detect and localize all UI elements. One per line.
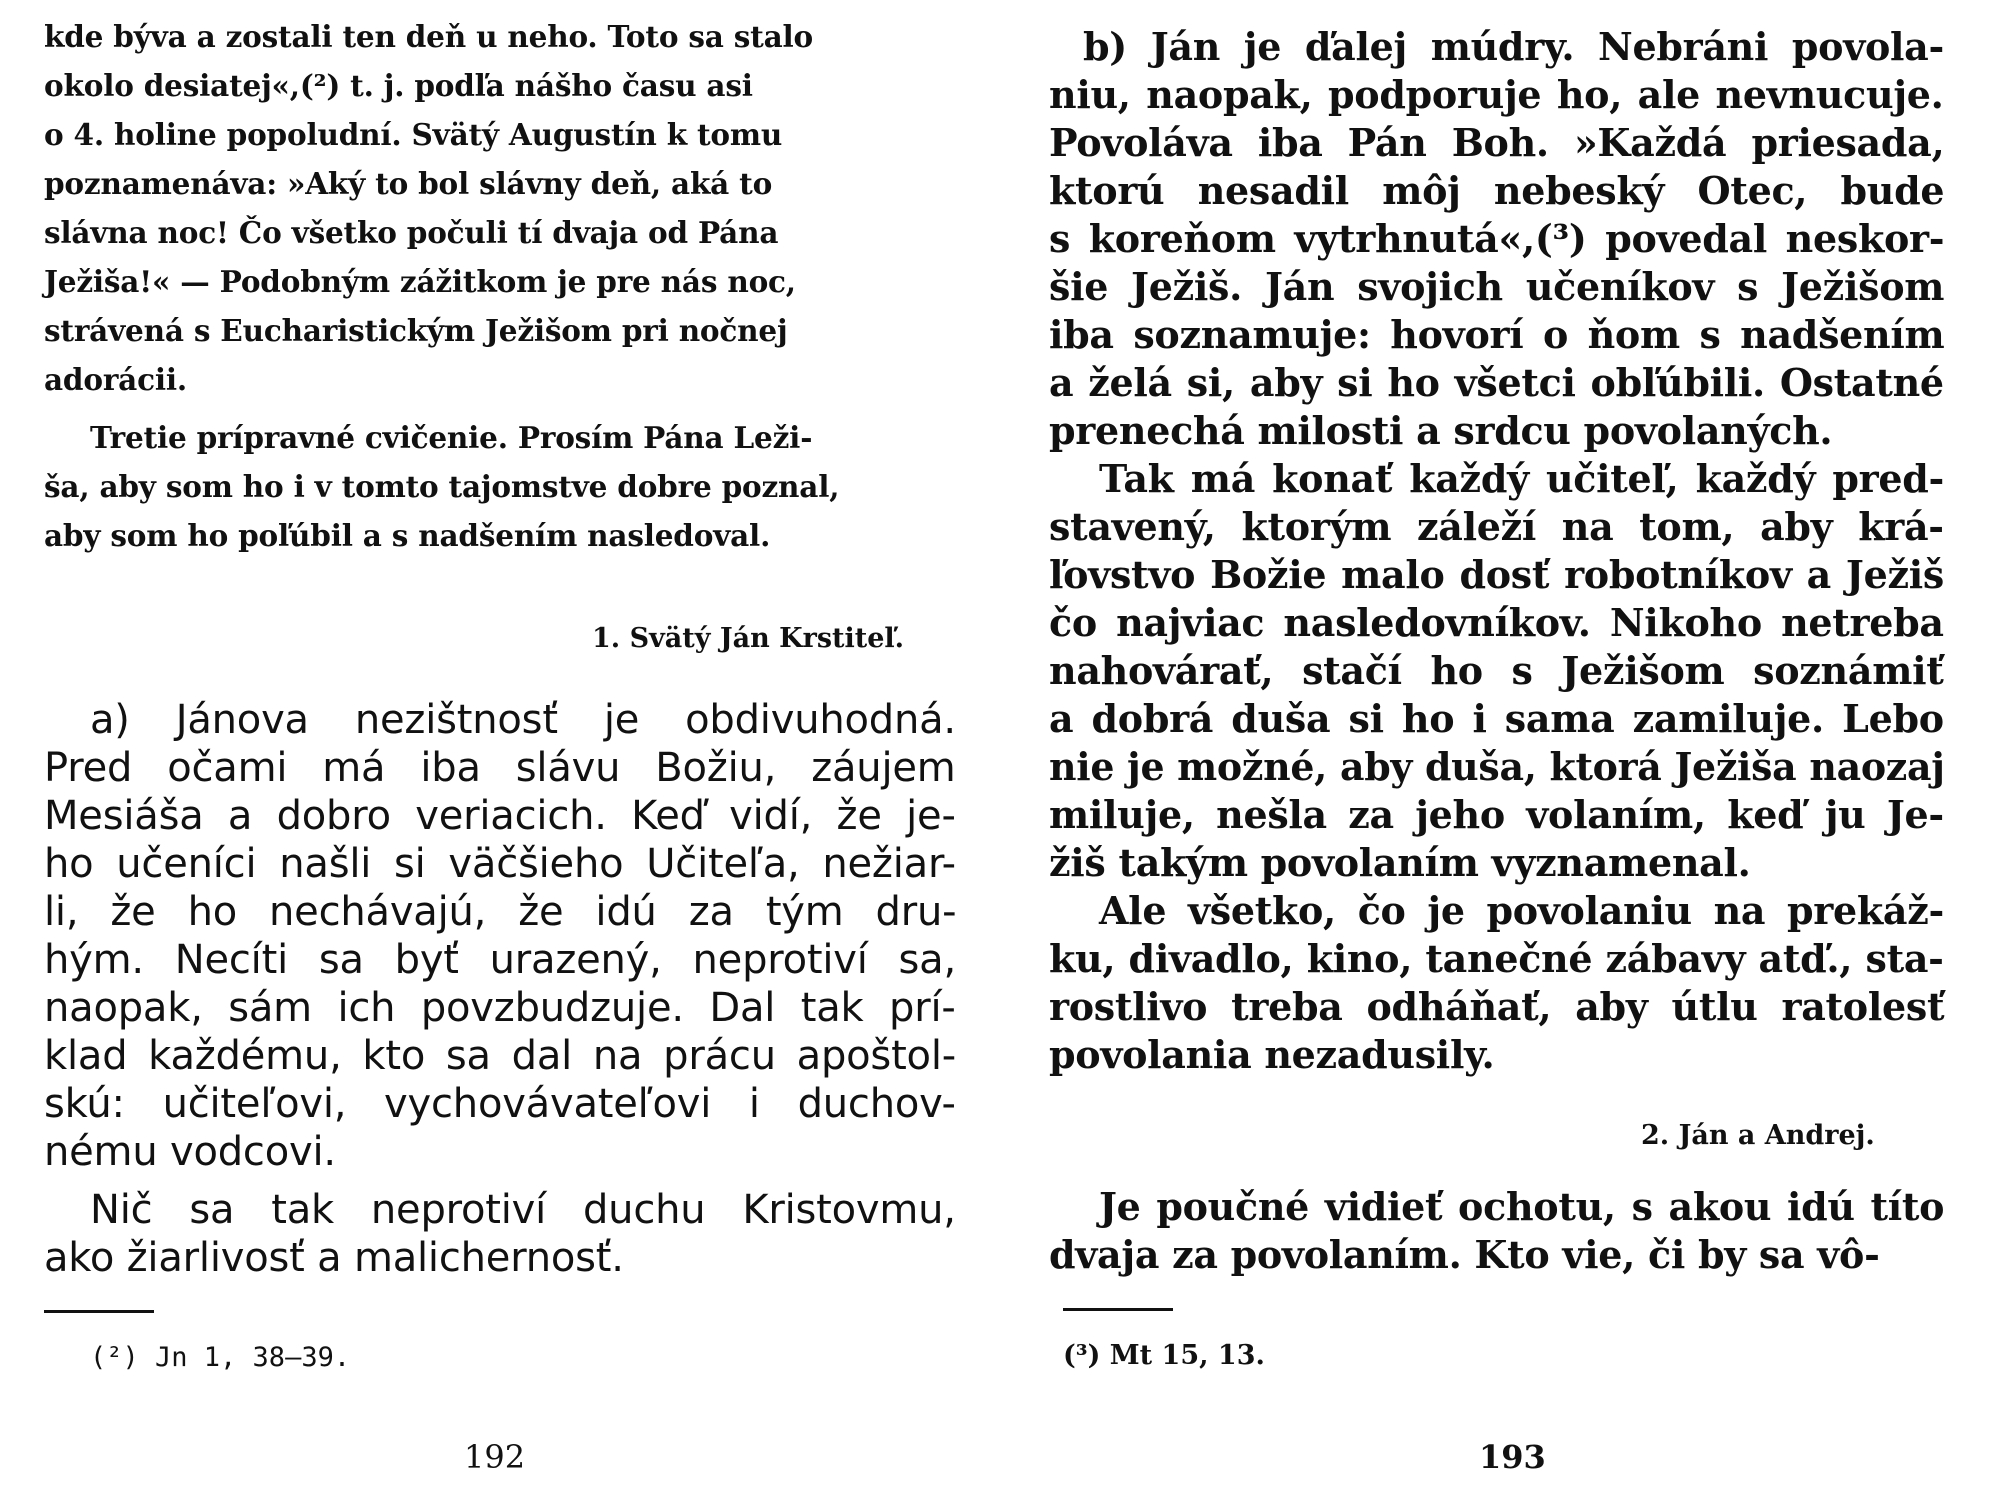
- text-line: Mesiáša a dobro veriacich. Keď vidí, že je-: [44, 793, 956, 839]
- section-heading: 2. Ján a Andrej.: [1641, 1120, 1875, 1151]
- footnote-rule: [44, 1310, 154, 1313]
- text-line: strávená s Eucharistickým Ježišom pri nočnej: [44, 313, 788, 348]
- text-line: b) Ján je ďalej múdry. Nebráni povola-: [1083, 24, 1944, 69]
- text-line: a dobrá duša si ho i sama zamiluje. Lebo: [1049, 696, 1944, 741]
- section-heading: 1. Svätý Ján Krstiteľ.: [592, 623, 905, 654]
- page-number: 192: [464, 1438, 526, 1476]
- text-line: poznamenáva: »Aký to bol slávny deň, aká to: [44, 166, 773, 201]
- text-line: ktorú nesadil môj nebeský Otec, bude: [1049, 168, 1945, 213]
- text-line: čo najviac nasledovníkov. Nikoho netreba: [1049, 600, 1944, 645]
- text-line: nahovárať, stačí ho s Ježišom soznámiť: [1049, 648, 1944, 693]
- text-line: o 4. holine popoludní. Svätý Augustín k tomu: [44, 117, 783, 152]
- text-line: ho učeníci našli si väčšieho Učiteľa, nežiar-: [44, 841, 956, 887]
- text-line: slávna noc! Čo všetko počuli tí dvaja od Pána: [44, 215, 779, 250]
- text-line: aby som ho poľúbil a s nadšením nasledoval.: [44, 518, 771, 553]
- text-line: šie Ježiš. Ján svojich učeníkov s Ježišom: [1049, 264, 1945, 309]
- text-line: adorácii.: [44, 362, 187, 397]
- footnote-rule: [1063, 1308, 1173, 1311]
- text-line: Povoláva iba Pán Boh. »Každá priesada,: [1049, 120, 1945, 165]
- text-line: okolo desiatej«,(²) t. j. podľa nášho času asi: [44, 68, 753, 103]
- text-line: ša, aby som ho i v tomto tajomstve dobre poznal,: [44, 469, 840, 504]
- text-line: stavený, ktorým záleží na tom, aby krá-: [1049, 504, 1944, 549]
- text-line: kde býva a zostali ten deň u neho. Toto sa stalo: [44, 19, 813, 54]
- text-line: klad každému, kto sa dal na prácu apoštol-: [44, 1033, 956, 1079]
- text-line: prenechá milosti a srdcu povolaných.: [1049, 408, 1833, 453]
- text-line: dvaja za povolaním. Kto vie, či by sa vô-: [1049, 1232, 1880, 1277]
- text-line: miluje, nešla za jeho volaním, keď ju Je-: [1049, 792, 1944, 837]
- right-page: [999, 0, 1998, 1500]
- text-line: li, že ho nechávajú, že idú za tým dru-: [44, 889, 957, 935]
- footnote: (³) Mt 15, 13.: [1063, 1340, 1265, 1371]
- text-line: Ježiša!« — Podobným zážitkom je pre nás noc,: [44, 264, 796, 299]
- text-line: Tak má konať každý učiteľ, každý pred-: [1099, 456, 1944, 501]
- footnote: (²) Jn 1, 38—39.: [90, 1342, 351, 1373]
- text-line: Tretie prípravné cvičenie. Prosím Pána Leži-: [90, 420, 813, 455]
- text-line: iba soznamuje: hovorí o ňom s nadšením: [1049, 312, 1945, 357]
- text-line: Nič sa tak neprotiví duchu Kristovmu,: [90, 1187, 956, 1233]
- text-line: Ale všetko, čo je povolaniu na prekáž-: [1099, 888, 1944, 933]
- text-line: niu, naopak, podporuje ho, ale nevnucuje.: [1049, 72, 1944, 117]
- text-line: žiš takým povolaním vyznamenal.: [1049, 840, 1751, 885]
- text-line: rostlivo treba odháňať, aby útlu ratolesť: [1049, 984, 1945, 1029]
- text-line: Je poučné vidieť ochotu, s akou idú títo: [1099, 1184, 1945, 1229]
- text-line: hým. Necíti sa byť urazený, neprotiví sa,: [44, 937, 956, 983]
- text-line: s koreňom vytrhnutá«,(³) povedal neskor-: [1049, 216, 1945, 261]
- text-line: skú: učiteľovi, vychovávateľovi i duchov-: [44, 1081, 956, 1127]
- text-line: nie je možné, aby duša, ktorá Ježiša naozaj: [1049, 744, 1945, 789]
- text-line: ako žiarlivosť a malichernosť.: [44, 1235, 624, 1281]
- text-line: ku, divadlo, kino, tanečné zábavy atď., sta-: [1049, 936, 1944, 981]
- text-line: Pred očami má iba slávu Božiu, záujem: [44, 745, 956, 791]
- text-line: nému vodcovi.: [44, 1129, 336, 1175]
- text-line: naopak, sám ich povzbudzuje. Dal tak prí-: [44, 985, 956, 1031]
- text-line: ľovstvo Božie malo dosť robotníkov a Ježiš: [1049, 552, 1944, 597]
- text-line: a) Jánova nezištnosť je obdivuhodná.: [90, 697, 956, 743]
- page-number: 193: [1479, 1438, 1546, 1476]
- text-line: povolania nezadusily.: [1049, 1032, 1495, 1077]
- text-line: a želá si, aby si ho všetci obľúbili. Ostatné: [1049, 360, 1944, 405]
